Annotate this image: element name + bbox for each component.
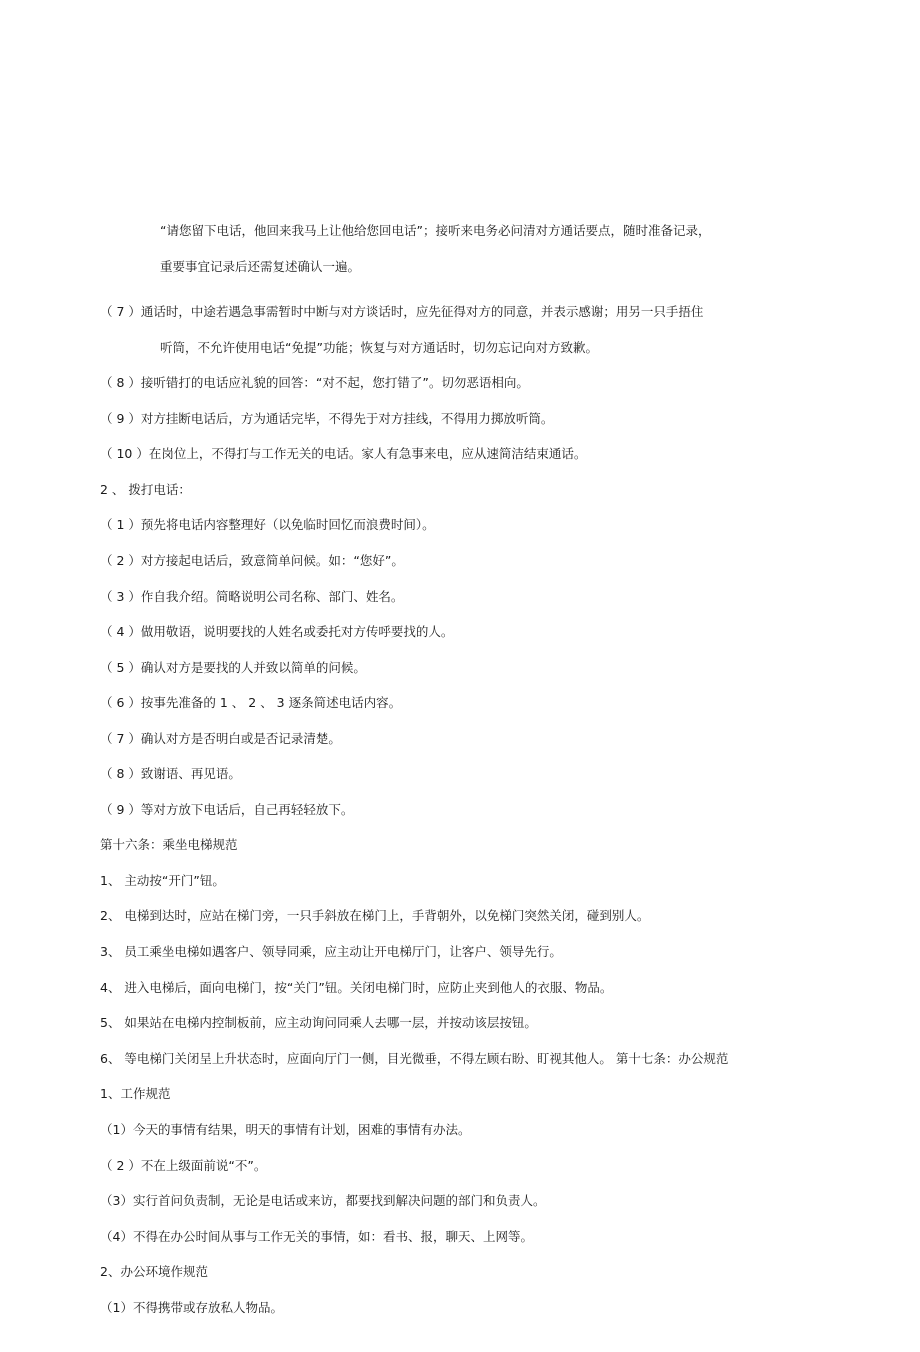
text-line: （ 7 ）确认对方是否明白或是否记录清楚。	[100, 731, 341, 746]
text-line: （ 1 ）预先将电话内容整理好（以免临时回忆而浪费时间）。	[100, 517, 435, 532]
text-line: “请您留下电话，他回来我马上让他给您回电话”；接听来电务必问清对方通话要点，随时准备记录，	[160, 223, 711, 238]
text-line: 1、 主动按“开门”钮。	[100, 873, 225, 888]
text-line: （ 5 ）确认对方是要找的人并致以简单的问候。	[100, 660, 366, 675]
text-line: （ 7 ）通话时，中途若遇急事需暂时中断与对方谈话时，应先征得对方的同意，并表示感谢；用另一只手捂住	[100, 304, 704, 319]
text-line: 5、 如果站在电梯内控制板前，应主动询问同乘人去哪一层，并按动该层按钮。	[100, 1015, 537, 1030]
section-heading: 2、办公环境作规范	[100, 1264, 208, 1279]
text-line: 4、 进入电梯后，面向电梯门，按“关门”钮。关闭电梯门时，应防止夹到他人的衣服、物品。	[100, 980, 613, 995]
text-line: 听筒，不允许使用电话“免提”功能；恢复与对方通话时，切勿忘记向对方致歉。	[160, 340, 598, 355]
text-line: 3、 员工乘坐电梯如遇客户、领导同乘，应主动让开电梯厅门，让客户、领导先行。	[100, 944, 562, 959]
section-heading: 2 、 拨打电话：	[100, 482, 191, 497]
text-line: （ 6 ）按事先准备的 1 、 2 、 3 逐条简述电话内容。	[100, 695, 402, 710]
section-heading: 1、工作规范	[100, 1086, 171, 1101]
text-line: （4）不得在办公时间从事与工作无关的事情，如：看书、报，聊天、上网等。	[100, 1229, 533, 1244]
text-line: 重要事宜记录后还需复述确认一遍。	[160, 259, 361, 274]
text-line: 6、 等电梯门关闭呈上升状态时，应面向厅门一侧，目光微垂，不得左顾右盼、盯视其他人。 第十七条：办公规范	[100, 1051, 729, 1066]
text-line: （1）今天的事情有结果，明天的事情有计划，困难的事情有办法。	[100, 1122, 471, 1137]
text-line: （ 2 ）对方接起电话后，致意简单问候。如：“您好”。	[100, 553, 404, 568]
text-line: （1）不得携带或存放私人物品。	[100, 1300, 283, 1315]
text-line: 2、 电梯到达时，应站在梯门旁，一只手斜放在梯门上，手背朝外，以免梯门突然关闭，碰到别人。	[100, 908, 650, 923]
text-line: （ 4 ）做用敬语，说明要找的人姓名或委托对方传呼要找的人。	[100, 624, 454, 639]
text-line: （ 9 ）等对方放下电话后，自己再轻轻放下。	[100, 802, 354, 817]
text-line: （ 8 ）接听错打的电话应礼貌的回答：“对不起，您打错了”。切勿恶语相向。	[100, 375, 529, 390]
article-heading: 第十六条：乘坐电梯规范	[100, 837, 238, 852]
text-line: （ 9 ）对方挂断电话后，方为通话完毕，不得先于对方挂线，不得用力掷放听筒。	[100, 411, 554, 426]
text-line: （ 10 ）在岗位上，不得打与工作无关的电话。家人有急事来电，应从速简洁结束通话。	[100, 446, 587, 461]
text-line: （3）实行首问负责制，无论是电话或来访，都要找到解决问题的部门和负责人。	[100, 1193, 546, 1208]
text-line: （ 3 ）作自我介绍。简略说明公司名称、部门、姓名。	[100, 589, 404, 604]
text-line: （ 2 ）不在上级面前说“不”。	[100, 1158, 267, 1173]
text-line: （ 8 ）致谢语、再见语。	[100, 766, 241, 781]
